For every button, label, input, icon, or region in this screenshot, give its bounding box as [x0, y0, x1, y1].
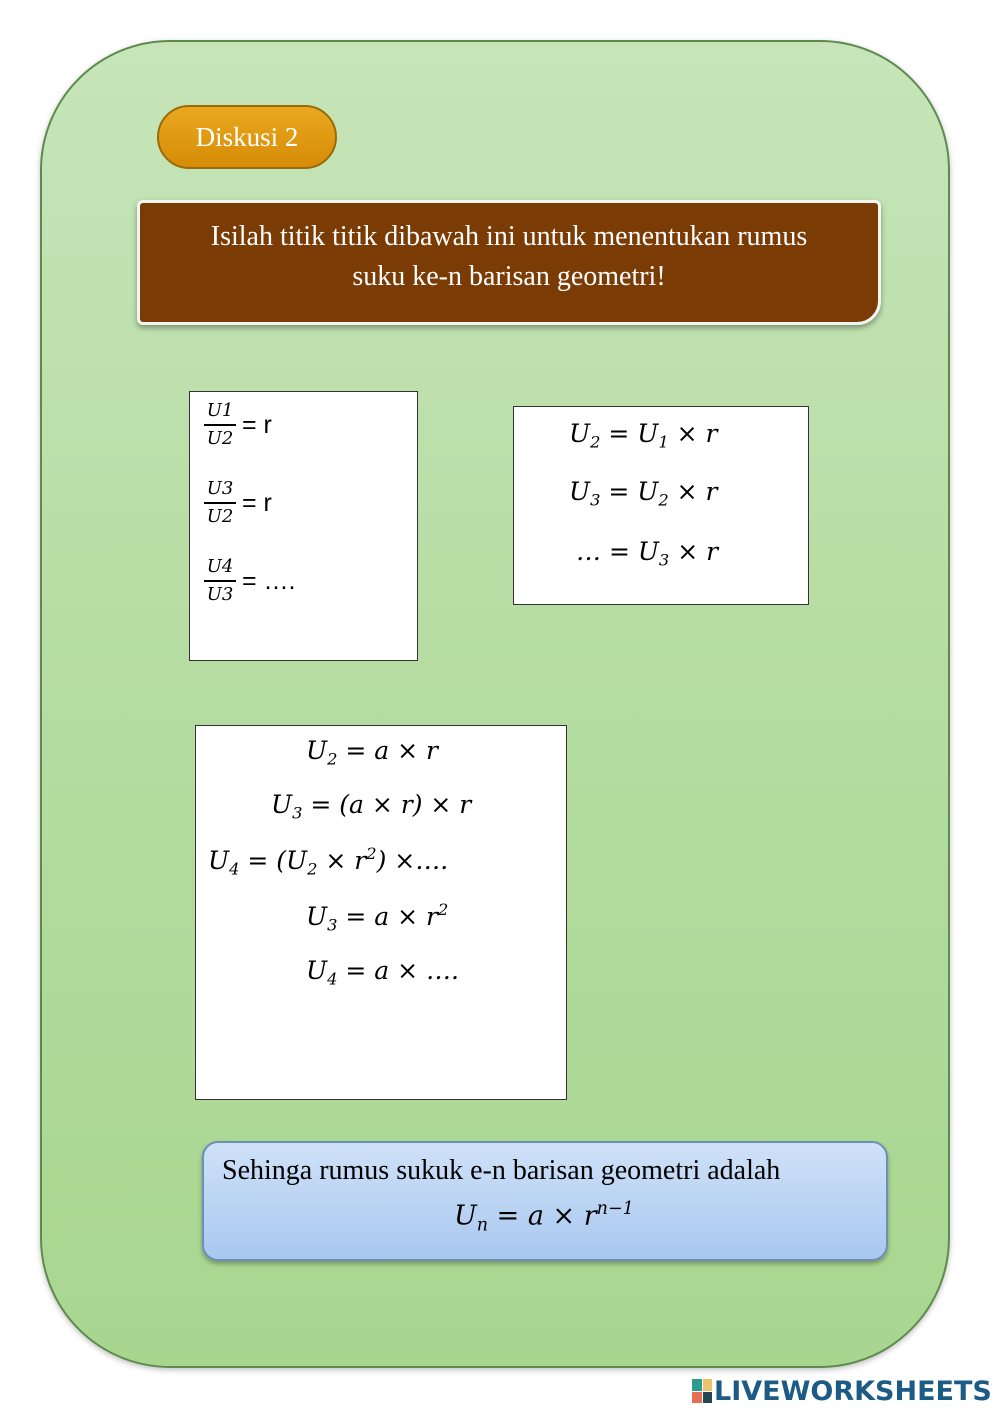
liveworksheets-watermark	[692, 1374, 992, 1408]
ratio-box	[189, 391, 418, 661]
fraction	[204, 400, 236, 450]
liveworksheets-logo-icon	[692, 1379, 712, 1403]
ratio-blank[interactable]: = ….	[242, 566, 296, 595]
fraction-bar	[204, 580, 236, 582]
ratio-value: = r	[242, 488, 272, 517]
recursive-box	[513, 406, 809, 605]
instruction-line-1: Isilah titik titik dibawah ini untuk menentukan rumus	[210, 221, 808, 252]
fraction-denominator: U2	[206, 506, 234, 527]
conclusion-box	[202, 1141, 888, 1261]
equation-blank[interactable]: … = $U_3 \times r$	[576, 537, 719, 570]
fraction	[204, 478, 236, 528]
ratio-value: = r	[242, 410, 272, 439]
fraction-denominator: U2	[206, 428, 234, 449]
ratio-row	[204, 556, 296, 606]
ratio-row	[204, 400, 272, 450]
discussion-badge	[157, 105, 337, 169]
fraction-numerator: U4	[206, 556, 234, 577]
expansion-eq-4: $U_3 = a \times r^2$	[306, 900, 449, 935]
equation-u2: $U_2 = U_1 \times r$	[569, 419, 718, 452]
ratio-row	[204, 478, 272, 528]
conclusion-text: Sehinga rumus sukuk e-n barisan geometri adalah	[222, 1155, 781, 1186]
fraction-denominator: U3	[206, 584, 234, 605]
liveworksheets-wordmark: LIVEWORKSHEETS	[714, 1375, 992, 1407]
general-term-formula: $U_n = a \times r^{n-1}$	[454, 1199, 634, 1236]
expansion-eq-1: $U_2 = a \times r$	[306, 736, 438, 769]
expansion-box	[195, 725, 567, 1100]
discussion-badge-label: Diskusi 2	[195, 121, 299, 152]
expansion-eq-5[interactable]: $U_4 = a$ × ….	[306, 956, 459, 989]
fraction-numerator: U1	[206, 400, 234, 421]
instruction-banner	[137, 200, 881, 325]
instruction-line-2: suku ke-n barisan geometri!	[352, 261, 666, 292]
fraction-numerator: U3	[206, 478, 234, 499]
fraction	[204, 556, 236, 606]
expansion-eq-2: $U_3 = (a \times r) \times r$	[271, 790, 472, 823]
equation-u3: $U_3 = U_2 \times r$	[569, 477, 718, 510]
expansion-eq-3[interactable]: $U_4 = (U_2 \times r^2)$ ×….	[208, 844, 449, 879]
fraction-bar	[204, 502, 236, 504]
fraction-bar	[204, 424, 236, 426]
